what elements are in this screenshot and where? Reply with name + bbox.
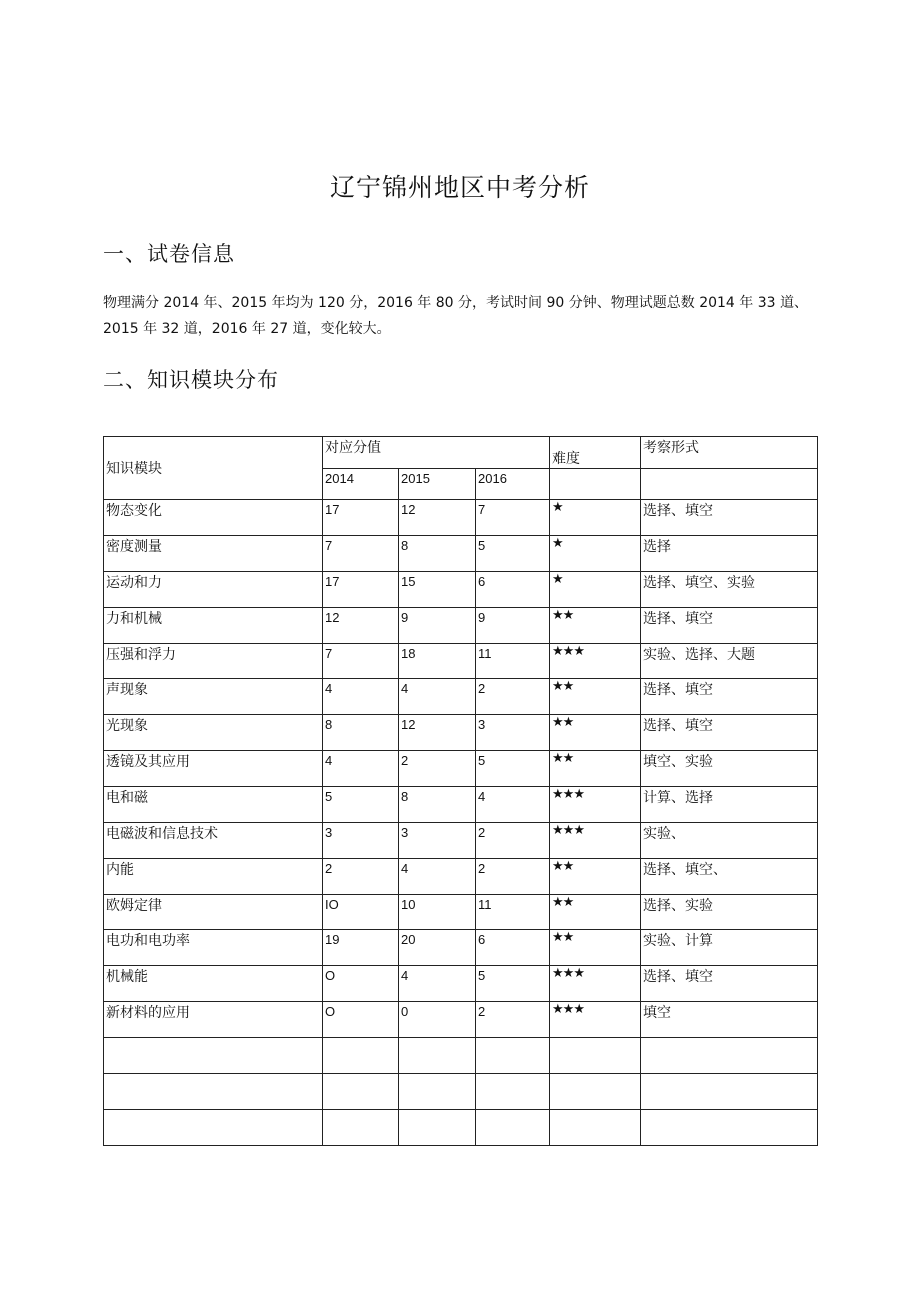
- cell-form: 实验、选择、大题: [641, 644, 818, 679]
- cell-module: 运动和力: [104, 572, 323, 608]
- cell-score-2016: 6: [476, 572, 550, 608]
- paper-info-paragraph: 物理满分 2014 年、2015 年均为 120 分，2016 年 80 分，考试时间 90 分钟、物理试题总数 2014 年 33 道、2015 年 32 道，2016 年 27 道，变化较大。: [103, 295, 808, 337]
- header-year-2015: 2015: [399, 469, 476, 500]
- cell-score-2016: 5: [476, 751, 550, 787]
- cell-score-2015: 20: [399, 930, 476, 966]
- empty-cell: [641, 1110, 818, 1146]
- cell-score-2016: 3: [476, 715, 550, 751]
- cell-score-2015: 8: [399, 536, 476, 572]
- empty-cell: [399, 1110, 476, 1146]
- table-row: [104, 787, 818, 823]
- table-row: [104, 751, 818, 787]
- empty-cell: [550, 1038, 641, 1074]
- cell-difficulty: ★★★: [550, 1002, 641, 1038]
- empty-cell: [550, 1074, 641, 1110]
- empty-cell: [550, 1110, 641, 1146]
- cell-score-2015: 18: [399, 644, 476, 679]
- table-row: [104, 500, 818, 536]
- cell-score-2015: 4: [399, 679, 476, 715]
- empty-cell: [641, 1038, 818, 1074]
- cell-score-2016: 6: [476, 930, 550, 966]
- cell-form: 选择、填空: [641, 500, 818, 536]
- table-row: [104, 1002, 818, 1038]
- header-year-2014: 2014: [323, 469, 399, 500]
- cell-score-2015: 3: [399, 823, 476, 859]
- empty-cell: [104, 1038, 323, 1074]
- cell-score-2014: 17: [323, 500, 399, 536]
- cell-difficulty: ★★★: [550, 966, 641, 1002]
- cell-module: 机械能: [104, 966, 323, 1002]
- cell-score-2014: 19: [323, 930, 399, 966]
- cell-form: 选择、填空: [641, 715, 818, 751]
- cell-score-2016: 2: [476, 679, 550, 715]
- cell-score-2016: 2: [476, 823, 550, 859]
- cell-module: 光现象: [104, 715, 323, 751]
- cell-module: 电磁波和信息技术: [104, 823, 323, 859]
- cell-difficulty: ★: [550, 500, 641, 536]
- cell-form: 选择、填空、: [641, 859, 818, 895]
- cell-score-2015: 10: [399, 895, 476, 930]
- cell-score-2014: 4: [323, 751, 399, 787]
- cell-module: 力和机械: [104, 608, 323, 644]
- cell-score-2014: IO: [323, 895, 399, 930]
- cell-difficulty: ★★★: [550, 823, 641, 859]
- empty-cell: [476, 1074, 550, 1110]
- cell-score-2014: 5: [323, 787, 399, 823]
- cell-module: 内能: [104, 859, 323, 895]
- cell-module: 新材料的应用: [104, 1002, 323, 1038]
- empty-cell: [399, 1074, 476, 1110]
- cell-score-2014: O: [323, 1002, 399, 1038]
- cell-form: 计算、选择: [641, 787, 818, 823]
- table-row-empty: [104, 1038, 818, 1074]
- cell-score-2014: 7: [323, 644, 399, 679]
- table-row: [104, 859, 818, 895]
- cell-score-2015: 12: [399, 500, 476, 536]
- cell-score-2015: 9: [399, 608, 476, 644]
- header-score-group: 对应分值: [323, 437, 550, 469]
- cell-form: 实验、: [641, 823, 818, 859]
- empty-cell: [476, 1110, 550, 1146]
- empty-cell: [323, 1074, 399, 1110]
- cell-module: 声现象: [104, 679, 323, 715]
- header-form: 考察形式: [641, 437, 818, 469]
- cell-module: 物态变化: [104, 500, 323, 536]
- table-row: [104, 823, 818, 859]
- cell-score-2014: 17: [323, 572, 399, 608]
- cell-score-2016: 7: [476, 500, 550, 536]
- cell-score-2015: 8: [399, 787, 476, 823]
- header-empty-difficulty: [550, 469, 641, 500]
- header-module: 知识模块: [104, 437, 323, 500]
- cell-score-2016: 5: [476, 966, 550, 1002]
- cell-score-2014: 3: [323, 823, 399, 859]
- empty-cell: [399, 1038, 476, 1074]
- cell-module: 密度测量: [104, 536, 323, 572]
- cell-module: 压强和浮力: [104, 644, 323, 679]
- section-heading-knowledge-modules: 二、知识模块分布: [103, 368, 279, 392]
- cell-difficulty: ★: [550, 572, 641, 608]
- cell-form: 选择、填空: [641, 608, 818, 644]
- cell-score-2014: 8: [323, 715, 399, 751]
- cell-difficulty: ★: [550, 536, 641, 572]
- page-title: 辽宁锦州地区中考分析: [329, 173, 590, 202]
- cell-module: 透镜及其应用: [104, 751, 323, 787]
- cell-score-2014: 4: [323, 679, 399, 715]
- table-row: [104, 679, 818, 715]
- table-row: [104, 572, 818, 608]
- cell-form: 选择、实验: [641, 895, 818, 930]
- cell-form: 填空: [641, 1002, 818, 1038]
- empty-cell: [323, 1038, 399, 1074]
- cell-difficulty: ★★★: [550, 787, 641, 823]
- cell-score-2016: 2: [476, 859, 550, 895]
- cell-form: 选择、填空: [641, 966, 818, 1002]
- empty-cell: [104, 1110, 323, 1146]
- header-year-2016: 2016: [476, 469, 550, 500]
- cell-difficulty: ★★: [550, 751, 641, 787]
- knowledge-module-table: [103, 436, 818, 1146]
- cell-score-2015: 15: [399, 572, 476, 608]
- empty-cell: [476, 1038, 550, 1074]
- cell-score-2016: 2: [476, 1002, 550, 1038]
- cell-difficulty: ★★: [550, 679, 641, 715]
- section-heading-paper-info: 一、试卷信息: [103, 242, 235, 266]
- cell-score-2014: 12: [323, 608, 399, 644]
- table-row: [104, 895, 818, 930]
- cell-score-2015: 0: [399, 1002, 476, 1038]
- cell-score-2016: 9: [476, 608, 550, 644]
- cell-score-2015: 2: [399, 751, 476, 787]
- cell-score-2014: O: [323, 966, 399, 1002]
- cell-score-2014: 7: [323, 536, 399, 572]
- empty-cell: [323, 1110, 399, 1146]
- cell-score-2014: 2: [323, 859, 399, 895]
- cell-score-2016: 11: [476, 895, 550, 930]
- cell-score-2015: 4: [399, 966, 476, 1002]
- table-row: [104, 966, 818, 1002]
- cell-module: 欧姆定律: [104, 895, 323, 930]
- table-row: [104, 644, 818, 679]
- cell-difficulty: ★★: [550, 895, 641, 930]
- cell-difficulty: ★★: [550, 608, 641, 644]
- cell-score-2016: 5: [476, 536, 550, 572]
- empty-cell: [641, 1074, 818, 1110]
- table-header-row: [104, 437, 818, 469]
- table-row-empty: [104, 1074, 818, 1110]
- cell-module: 电功和电功率: [104, 930, 323, 966]
- cell-form: 填空、实验: [641, 751, 818, 787]
- cell-difficulty: ★★: [550, 859, 641, 895]
- table-row-empty: [104, 1110, 818, 1146]
- cell-form: 实验、计算: [641, 930, 818, 966]
- cell-score-2015: 12: [399, 715, 476, 751]
- empty-cell: [104, 1074, 323, 1110]
- cell-difficulty: ★★★: [550, 644, 641, 679]
- cell-score-2016: 4: [476, 787, 550, 823]
- cell-score-2015: 4: [399, 859, 476, 895]
- header-empty-form: [641, 469, 818, 500]
- table-row: [104, 536, 818, 572]
- cell-difficulty: ★★: [550, 930, 641, 966]
- table-row: [104, 930, 818, 966]
- cell-score-2016: 11: [476, 644, 550, 679]
- table-row: [104, 715, 818, 751]
- header-difficulty: 难度: [550, 437, 641, 469]
- cell-form: 选择: [641, 536, 818, 572]
- cell-module: 电和磁: [104, 787, 323, 823]
- cell-form: 选择、填空、实验: [641, 572, 818, 608]
- cell-difficulty: ★★: [550, 715, 641, 751]
- cell-form: 选择、填空: [641, 679, 818, 715]
- table-row: [104, 608, 818, 644]
